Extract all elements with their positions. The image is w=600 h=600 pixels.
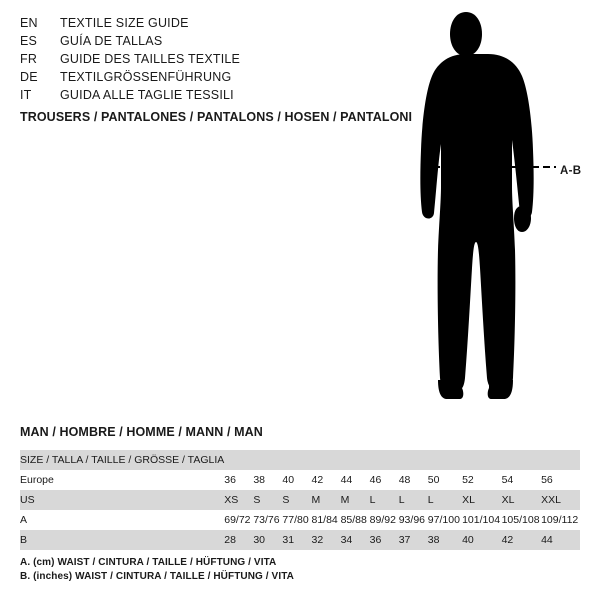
- cell: 93/96: [399, 510, 428, 530]
- language-code: ES: [20, 34, 38, 48]
- cell: L: [428, 490, 462, 510]
- language-title: GUIDE DES TAILLES TEXTILE: [60, 52, 241, 66]
- cell: [224, 450, 253, 470]
- cell: [541, 450, 580, 470]
- cell: 28: [224, 530, 253, 550]
- footnote-b: B. (inches) WAIST / CINTURA / TAILLE / HÜFTUNG / VITA: [20, 571, 294, 582]
- cell: 38: [253, 470, 282, 490]
- cell: M: [341, 490, 370, 510]
- language-code: DE: [20, 70, 38, 84]
- table-row: [20, 510, 580, 530]
- cell: [370, 450, 399, 470]
- cell: [311, 450, 340, 470]
- cell: 56: [541, 470, 580, 490]
- language-title: GUÍA DE TALLAS: [60, 34, 163, 48]
- cell: L: [399, 490, 428, 510]
- cell: [341, 450, 370, 470]
- size-table: [20, 450, 580, 550]
- language-list: [20, 14, 350, 104]
- language-row: [20, 68, 350, 86]
- cell: 81/84: [311, 510, 340, 530]
- section-heading: TROUSERS / PANTALONES / PANTALONS / HOSEN / PANTALONI: [20, 110, 413, 124]
- cell: 38: [428, 530, 462, 550]
- language-code: FR: [20, 52, 38, 66]
- cell: S: [253, 490, 282, 510]
- cell: 31: [282, 530, 311, 550]
- cell: 73/76: [253, 510, 282, 530]
- table-title: MAN / HOMBRE / HOMME / MANN / MAN: [20, 425, 263, 439]
- cell: 42: [311, 470, 340, 490]
- language-row: [20, 32, 350, 50]
- cell: 40: [462, 530, 502, 550]
- cell: 37: [399, 530, 428, 550]
- cell: 69/72: [224, 510, 253, 530]
- row-label: Europe: [20, 470, 224, 490]
- cell: L: [370, 490, 399, 510]
- language-code: EN: [20, 16, 38, 30]
- cell: 34: [341, 530, 370, 550]
- table-row: [20, 450, 580, 470]
- cell: 101/104: [462, 510, 502, 530]
- row-label: A: [20, 510, 224, 530]
- language-code: IT: [20, 88, 32, 102]
- language-title: TEXTILGRÖSSENFÜHRUNG: [60, 70, 232, 84]
- cell: [399, 450, 428, 470]
- language-row: [20, 50, 350, 68]
- cell: 109/112: [541, 510, 580, 530]
- cell: 89/92: [370, 510, 399, 530]
- table-row: [20, 490, 580, 510]
- cell: [502, 450, 542, 470]
- cell: 46: [370, 470, 399, 490]
- cell: 85/88: [341, 510, 370, 530]
- footnotes: [20, 556, 294, 584]
- cell: 77/80: [282, 510, 311, 530]
- cell: 44: [341, 470, 370, 490]
- cell: 36: [370, 530, 399, 550]
- silhouette-svg: [400, 10, 590, 410]
- cell: M: [311, 490, 340, 510]
- cell: 42: [502, 530, 542, 550]
- measurement-label-ab: A-B: [560, 165, 582, 177]
- cell: 52: [462, 470, 502, 490]
- cell: S: [282, 490, 311, 510]
- cell: [462, 450, 502, 470]
- footnote-a: A. (cm) WAIST / CINTURA / TAILLE / HÜFTUNG / VITA: [20, 557, 277, 568]
- cell: XS: [224, 490, 253, 510]
- cell: XL: [502, 490, 542, 510]
- cell: [282, 450, 311, 470]
- cell: 32: [311, 530, 340, 550]
- cell: 105/108: [502, 510, 542, 530]
- cell: XXL: [541, 490, 580, 510]
- cell: XL: [462, 490, 502, 510]
- cell: 36: [224, 470, 253, 490]
- cell: 48: [399, 470, 428, 490]
- language-title: TEXTILE SIZE GUIDE: [60, 16, 189, 30]
- row-label: US: [20, 490, 224, 510]
- cell: 54: [502, 470, 542, 490]
- cell: 30: [253, 530, 282, 550]
- cell: 44: [541, 530, 580, 550]
- cell: 50: [428, 470, 462, 490]
- language-title: GUIDA ALLE TAGLIE TESSILI: [60, 88, 234, 102]
- table-row: [20, 530, 580, 550]
- cell: [253, 450, 282, 470]
- row-label: SIZE / TALLA / TAILLE / GRÖSSE / TAGLIA: [20, 450, 224, 470]
- language-row: [20, 86, 350, 104]
- table-row: [20, 470, 580, 490]
- cell: [428, 450, 462, 470]
- figure-man-silhouette: [400, 10, 590, 410]
- row-label: B: [20, 530, 224, 550]
- language-row: [20, 14, 350, 32]
- cell: 40: [282, 470, 311, 490]
- cell: 97/100: [428, 510, 462, 530]
